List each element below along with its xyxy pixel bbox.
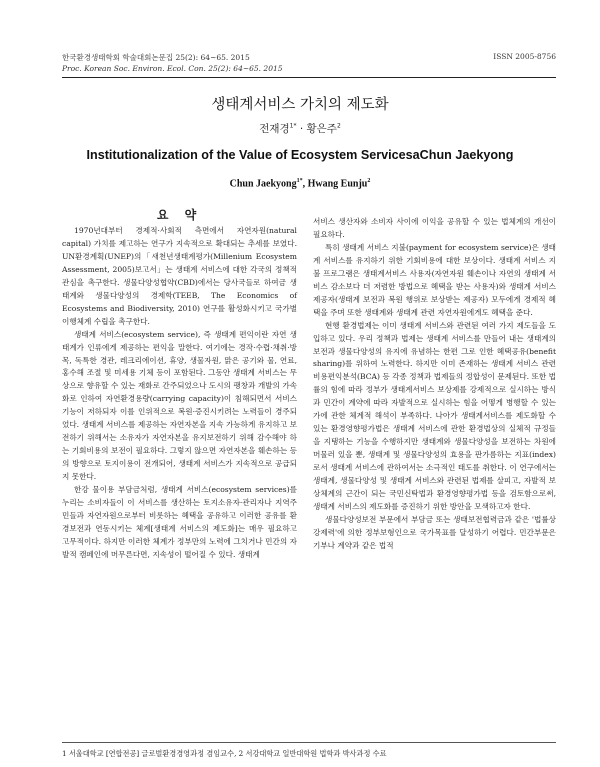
issn: ISSN 2005-8756 — [493, 52, 556, 61]
author-1-ko: 전재경 — [259, 123, 290, 135]
author-1-en: Chun Jaekyong — [229, 178, 297, 190]
author-2-ko-affil: 2 — [336, 122, 341, 130]
paragraph: 특히 생태계 서비스 지불(payment for ecosystem service)은 생태계 서비스를 유지하기 위한 기회비용에 대한 보상이다. 생태계 서비스 지불 프로그램은 생태계서비스 사용자(자연자원 훼손이나 자연의 생태계 서비스 감소보다 더 저렴한 방법으로 혜택을 받는 사용자)와 생태계 서비스 제공자(생태계 보전과 복원 행위로 보상받는 제공자) 모두에게 경제적 혜택을 주며 또한 생태계와 생태계 관련 자연자원에게도 혜택을 준다. — [313, 242, 556, 317]
author-2-en: Hwang Eunju — [307, 178, 368, 190]
abstract-heading: 요 약 — [156, 208, 203, 222]
left-column — [62, 225, 297, 562]
right-column — [313, 216, 556, 553]
title-english: Institutionalization of the Value of Ecosystem ServicesaChun Jaekyong — [86, 148, 514, 162]
author-2-ko: 황은주 — [306, 123, 337, 135]
author-1-en-affil: 1* — [296, 178, 303, 184]
journal-citation-en: Proc. Korean Soc. Environ. Ecol. Con. 25(2): 64~65. 2015 — [62, 64, 283, 73]
paragraph: 1970년대부터 경제적·사회적 측면에서 자연자원(natural capital) 가치를 제고하는 연구가 지속적으로 확대되는 추세를 보였다. UN환경계획(UNEP)의「새천년생태계평가(Millenium Ecosystem Assessment, 2005)보고서」는 생태계 서비스에 대한 각국의 정책적 관심을 촉구한다. 생물다양성협약(CBD)에서는 당사국들로 하여금 생태계와 생물다양성의 경제학(TEEB, The Economics of Ecosystems and Biodiversity, 2010) 연구를 활성화시키고 국가별 이행체계 수립을 촉구한다. — [62, 226, 297, 326]
footnote: 1 서울대학교 [연합전공] 글로벌환경경영과정 겸임교수, 2 서강대학교 일반대학원 법학과 박사과정 수료 — [62, 742, 556, 759]
paragraph: 한강 물이용 부담금처럼, 생태계 서비스(ecosystem services)를 누리는 소비자들이 이 서비스를 생산하는 토지소유자·관리자나 지역주민들과 자연자원으로부터 비롯하는 혜택을 공유하고 이러한 공유를 환경보전과 연동시키는 체계[생태계 서비스의 제도화]는 매우 필요하고 고무적이다. 하지만 이러한 체계가 정부만의 노력에 그치거나 민간의 자발적 캠페인에 머무른다면, 지속성이 떨어질 수 있다. 생태계 — [62, 485, 297, 559]
paragraph: 생태계 서비스(ecosystem service), 즉 생태계 편익이란 자연 생태계가 인류에게 제공하는 편익을 말한다. 여기에는 경작·수렵·채취·방목, 독특한 경관, 레크리에이션, 휴양, 생물자원, 맑은 공기와 물, 연료, 홍수해 조절 및 미세용 기체 등이 포함된다. 그동안 생태계 서비스는 무상으로 향유할 수 있는 재화로 간주되었으나 도시의 팽창과 개발의 가속화로 인하여 자연환경용량(carrying capacity)이 침해되면서 서비스 기능이 저하되자 이를 인위적으로 복원·증진시키려는 노력들이 경주되었다. 생태계 서비스를 제공하는 자연자본을 지속 가능하게 유지하고 보전하기 위해서는 소유자가 자연자본을 유지보전하기 위해 감수해야 하는 기회비용의 보전이 필요하다. 그렇지 않으면 자연자본을 훼손하는 등의 방향으로 토지이용이 전개되어, 생태계 서비스가 지속적으로 공급되지 못한다. — [62, 329, 297, 482]
title-korean: 생태계서비스 가치의 제도화 — [211, 97, 389, 113]
author-separator-ko: · — [296, 123, 307, 135]
paragraph: 현행 환경법제는 이미 생태계 서비스와 관련된 여러 가지 제도들을 도입하고 있다. 우리 정책과 법제는 생태계 서비스를 만들어 내는 생태계의 보전과 생물다양성의 유지에 유념하는 한편 그로 인한 혜택공유(benefit sharing)를 위하여 노력한다. 하지만 이미 존재하는 생태계 서비스 관련 비용편익분석(BCA) 등 각종 정책과 법제들의 정합성이 문제된다. 또한 법률의 힘에 따라 정부가 생태계서비스 보상제를 강제적으로 실시하는 방식과 민간이 계약에 따라 자발적으로 실시하는 힘을 어떻게 병행할 수 있는가에 관한 체계적 해석이 부족하다. 나아가 생태계서비스를 제도화할 수 있는 환경영향평가법은 생태계 서비스에 관한 환경법상의 실체적 규정들을 지탱하는 기능을 수행하지만 생태계와 생물다양성을 보전하는 차원에 머물러 있을 뿐, 생태계 및 생물다양성의 효용을 판가름하는 지표(index)로서 생태계 서비스에 관하여서는 소극적인 태도를 취한다. 이 연구에서는 생태계, 생물다양성 및 생태계 서비스와 관련된 법제를 살피고, 자발적 보상체계의 근간이 되는 국민신탁법과 환경영향평가법 등을 검토함으로써, 생태계 서비스의 제도화를 증진하기 위한 방안을 모색하고자 한다. — [313, 320, 556, 511]
paragraph: 생물다양성보전 부문에서 부담금 또는 생태보전협력금과 같은 '법률상 강제력'에 의한 정부보형인으로 국가목표를 달성하기 어렵다. 민간부문은 기부나 계약과 같은 법적 — [313, 514, 556, 550]
author-2-en-affil: 2 — [367, 178, 371, 184]
author-1-ko-affil: 1* — [289, 122, 297, 130]
journal-citation-ko: 한국환경생태학회 학술대회논문집 25(2): 64~65. 2015 — [62, 53, 250, 62]
journal-header — [62, 52, 283, 74]
authors-english — [0, 178, 600, 189]
header-rule — [62, 77, 556, 78]
author-separator-en: , — [302, 178, 308, 190]
paragraph: 서비스 생산자와 소비자 사이에 이익을 공유할 수 있는 법체계의 개선이 필요하다. — [313, 217, 556, 239]
authors-korean — [0, 121, 600, 136]
